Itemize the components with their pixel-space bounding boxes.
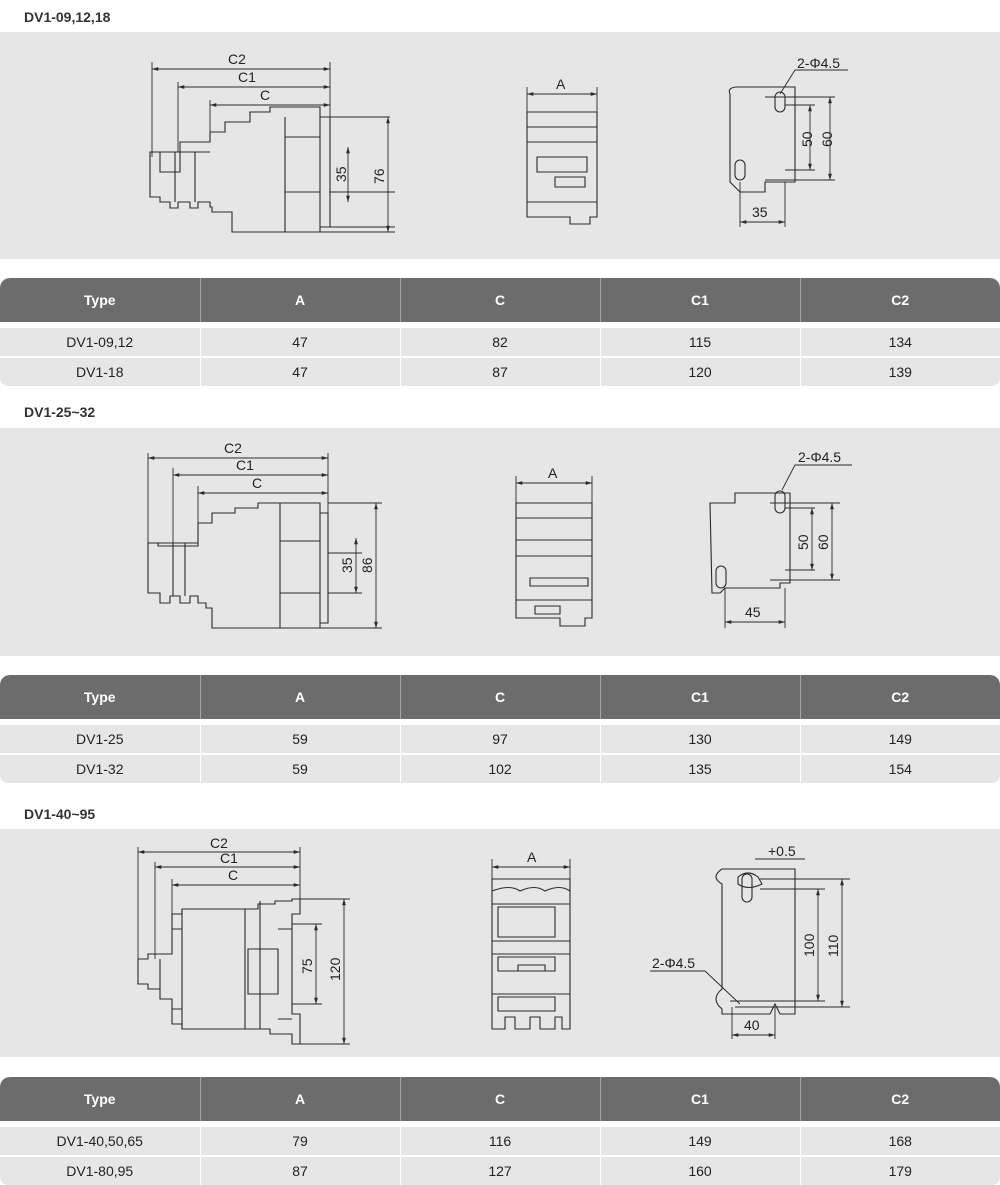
- col-header-type: Type: [0, 675, 200, 722]
- dimension-drawing: [0, 32, 1000, 259]
- drawing-panel: [0, 32, 1000, 259]
- cell-c: 97: [400, 722, 600, 754]
- dim-label-height-inner: 35: [339, 557, 355, 573]
- dimensions-table: [0, 675, 1000, 783]
- col-header-c1: C1: [600, 278, 800, 325]
- dim-label-c: C: [260, 87, 271, 103]
- cell-c2: 179: [800, 1156, 1000, 1185]
- cell-type: DV1-25: [0, 722, 200, 754]
- table-row: [0, 325, 1000, 357]
- cell-type: DV1-40,50,65: [0, 1124, 200, 1156]
- drawing-panel: [0, 428, 1000, 656]
- dimension-drawing: [0, 428, 1000, 656]
- dimensions-table: [0, 1077, 1000, 1185]
- col-header-c: C: [400, 278, 600, 325]
- cell-c1: 160: [600, 1156, 800, 1185]
- table-row: [0, 1124, 1000, 1156]
- col-header-a: A: [200, 675, 400, 722]
- rear-view: [729, 55, 848, 227]
- dim-label-c1: C1: [238, 69, 256, 85]
- dim-label-100: 100: [801, 933, 817, 957]
- table-row: [0, 722, 1000, 754]
- dimensions-table: [0, 278, 1000, 386]
- dim-label-60: 60: [815, 534, 831, 550]
- front-view: [148, 440, 382, 628]
- col-header-type: Type: [0, 278, 200, 325]
- side-view: [492, 849, 570, 1029]
- dim-label-hole: 2-Φ4.5: [798, 449, 842, 465]
- col-header-c1: C1: [600, 1077, 800, 1124]
- cell-c1: 130: [600, 722, 800, 754]
- cell-c: 127: [400, 1156, 600, 1185]
- dim-label-110: 110: [825, 934, 841, 957]
- dim-label-height-inner: 75: [299, 958, 315, 974]
- dim-label-35: 35: [752, 204, 768, 220]
- drawing-panel: [0, 829, 1000, 1057]
- dim-label-c: C: [252, 475, 263, 491]
- dim-label-c: C: [228, 867, 239, 883]
- col-header-c2: C2: [800, 675, 1000, 722]
- cell-c: 102: [400, 754, 600, 783]
- section-title: DV1-40~95: [24, 806, 96, 822]
- cell-a: 59: [200, 722, 400, 754]
- cell-c2: 154: [800, 754, 1000, 783]
- cell-c: 116: [400, 1124, 600, 1156]
- col-header-c2: C2: [800, 278, 1000, 325]
- table-row: [0, 1156, 1000, 1185]
- dim-label-height-inner: 35: [333, 166, 349, 182]
- cell-c1: 115: [600, 325, 800, 357]
- dim-label-a: A: [556, 76, 566, 92]
- col-header-c1: C1: [600, 675, 800, 722]
- col-header-type: Type: [0, 1077, 200, 1124]
- cell-a: 47: [200, 357, 400, 386]
- dim-label-c2: C2: [228, 51, 246, 67]
- side-view: [527, 76, 597, 224]
- dim-label-50: 50: [795, 534, 811, 550]
- side-view: [516, 465, 592, 626]
- cell-type: DV1-80,95: [0, 1156, 200, 1185]
- col-header-c2: C2: [800, 1077, 1000, 1124]
- dim-label-40: 40: [744, 1017, 760, 1033]
- cell-type: DV1-18: [0, 357, 200, 386]
- dim-label-hole: 2-Φ4.5: [652, 955, 696, 971]
- cell-a: 79: [200, 1124, 400, 1156]
- dim-label-hole: 2-Φ4.5: [797, 55, 841, 71]
- col-header-a: A: [200, 278, 400, 325]
- front-view: [150, 51, 395, 232]
- cell-c1: 120: [600, 357, 800, 386]
- section-title: DV1-25~32: [24, 404, 96, 420]
- cell-c2: 168: [800, 1124, 1000, 1156]
- cell-c2: 139: [800, 357, 1000, 386]
- dim-label-tolerance: +0.5: [768, 843, 796, 859]
- col-header-a: A: [200, 1077, 400, 1124]
- cell-c: 82: [400, 325, 600, 357]
- table-row: [0, 754, 1000, 783]
- front-view: [138, 835, 350, 1044]
- col-header-c: C: [400, 1077, 600, 1124]
- cell-a: 47: [200, 325, 400, 357]
- dim-label-a: A: [548, 465, 558, 481]
- cell-a: 59: [200, 754, 400, 783]
- dim-label-c1: C1: [236, 457, 254, 473]
- cell-c1: 135: [600, 754, 800, 783]
- col-header-c: C: [400, 675, 600, 722]
- cell-c2: 149: [800, 722, 1000, 754]
- dim-label-45: 45: [745, 604, 761, 620]
- dim-label-c2: C2: [210, 835, 228, 851]
- dim-label-c2: C2: [224, 440, 242, 456]
- dim-label-60: 60: [819, 131, 835, 147]
- cell-c2: 134: [800, 325, 1000, 357]
- cell-c1: 149: [600, 1124, 800, 1156]
- dim-label-height: 76: [371, 168, 387, 184]
- dim-label-c1: C1: [220, 850, 238, 866]
- dim-label-height: 120: [327, 957, 343, 981]
- dimension-drawing: [0, 829, 1000, 1057]
- dim-label-50: 50: [799, 131, 815, 147]
- rear-view: [710, 449, 852, 628]
- dim-label-a: A: [527, 849, 537, 865]
- section-title: DV1-09,12,18: [24, 9, 111, 25]
- cell-type: DV1-32: [0, 754, 200, 783]
- rear-view: [650, 843, 850, 1039]
- cell-c: 87: [400, 357, 600, 386]
- table-row: [0, 357, 1000, 386]
- dim-label-height: 86: [359, 557, 375, 573]
- cell-type: DV1-09,12: [0, 325, 200, 357]
- cell-a: 87: [200, 1156, 400, 1185]
